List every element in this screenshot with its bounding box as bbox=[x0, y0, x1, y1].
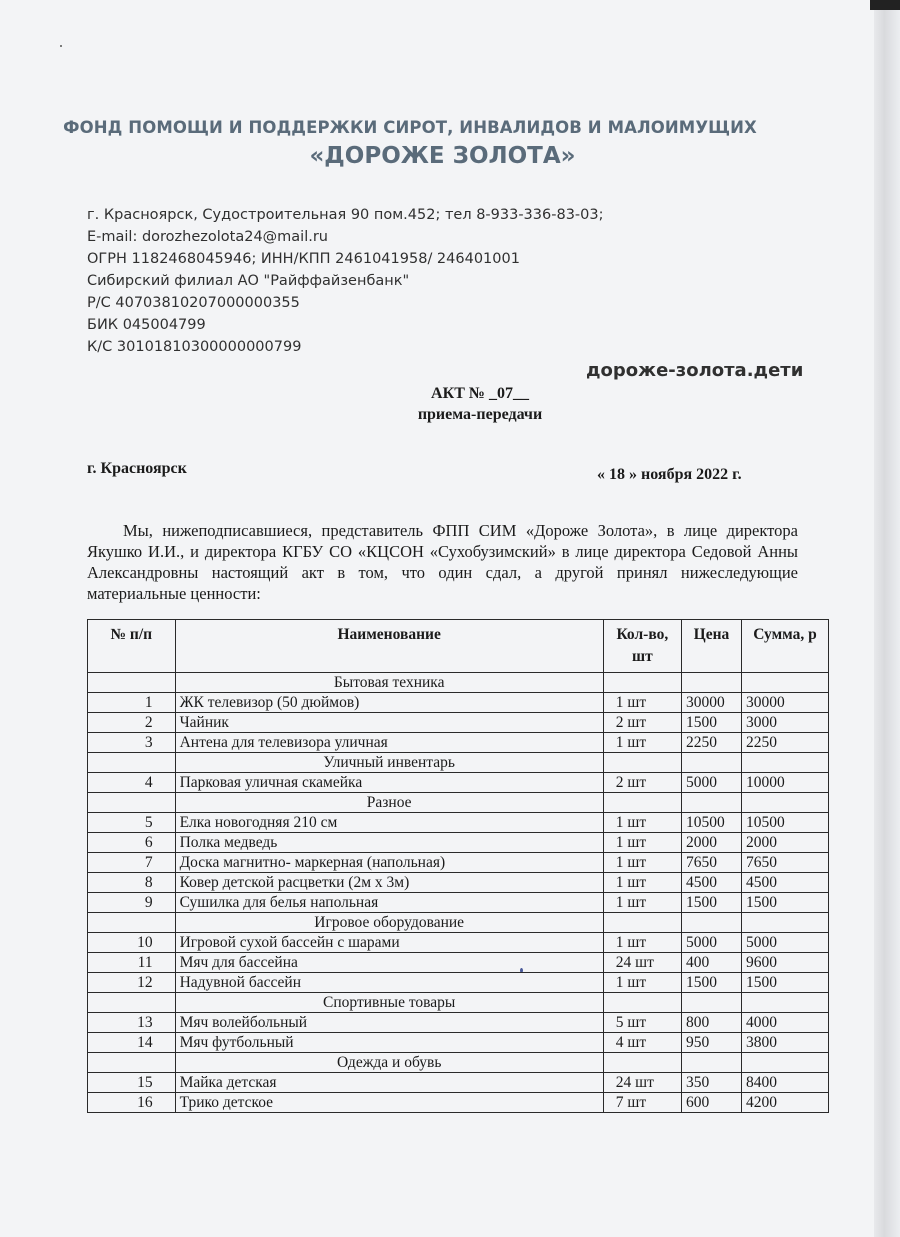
cell-price: 800 bbox=[681, 1013, 741, 1033]
table-row bbox=[88, 1033, 829, 1053]
table-category-row bbox=[88, 913, 829, 933]
cell-qty: 1 шт bbox=[603, 693, 681, 713]
cell-num: 12 bbox=[88, 973, 176, 993]
cell-price bbox=[681, 673, 741, 693]
header-qty: Кол-во, шт bbox=[603, 620, 681, 673]
cell-sum bbox=[742, 793, 829, 813]
cell-qty: 1 шт bbox=[603, 833, 681, 853]
cell-num: 2 bbox=[88, 713, 176, 733]
category-title: Разное bbox=[175, 793, 603, 813]
cell-sum: 4500 bbox=[742, 873, 829, 893]
requisite-line: БИК 045004799 bbox=[87, 317, 206, 333]
requisite-line: К/С 30101810300000000799 bbox=[87, 339, 302, 355]
cell-sum bbox=[742, 753, 829, 773]
cell-name: Мяч для бассейна bbox=[175, 953, 603, 973]
cell-sum: 30000 bbox=[742, 693, 829, 713]
cell-num: 3 bbox=[88, 733, 176, 753]
scan-speck bbox=[60, 45, 62, 47]
table-row bbox=[88, 833, 829, 853]
cell-num: 10 bbox=[88, 933, 176, 953]
requisite-line: г. Красноярск, Судостроительная 90 пом.452; тел 8-933-336-83-03; bbox=[87, 207, 604, 223]
cell-name: ЖК телевизор (50 дюймов) bbox=[175, 693, 603, 713]
cell-sum: 2250 bbox=[742, 733, 829, 753]
cell-qty: 1 шт bbox=[603, 973, 681, 993]
cell-price: 30000 bbox=[681, 693, 741, 713]
requisite-line: E-mail: dorozhezolota24@mail.ru bbox=[87, 229, 328, 245]
cell-qty: 1 шт bbox=[603, 893, 681, 913]
cell-sum bbox=[742, 913, 829, 933]
header-sum: Сумма, р bbox=[742, 620, 829, 673]
cell-num: 1 bbox=[88, 693, 176, 713]
cell-num bbox=[88, 673, 176, 693]
cell-num: 8 bbox=[88, 873, 176, 893]
cell-price: 1500 bbox=[681, 973, 741, 993]
cell-price bbox=[681, 913, 741, 933]
website: дороже-золота.дети bbox=[586, 360, 804, 381]
cell-price: 5000 bbox=[681, 773, 741, 793]
cell-name: Трико детское bbox=[175, 1093, 603, 1113]
cell-num: 13 bbox=[88, 1013, 176, 1033]
cell-num: 7 bbox=[88, 853, 176, 873]
scan-edge bbox=[874, 0, 900, 1237]
table-row bbox=[88, 953, 829, 973]
cell-sum: 8400 bbox=[742, 1073, 829, 1093]
cell-sum: 4000 bbox=[742, 1013, 829, 1033]
cell-num bbox=[88, 913, 176, 933]
header-name: Наименование bbox=[175, 620, 603, 673]
act-subtitle: приема-передачи bbox=[417, 406, 543, 423]
table-category-row bbox=[88, 1053, 829, 1073]
table-category-row bbox=[88, 753, 829, 773]
act-date: « 18 » ноября 2022 г. bbox=[597, 466, 742, 483]
cell-num bbox=[88, 1053, 176, 1073]
table-row bbox=[88, 1073, 829, 1093]
requisite-line: ОГРН 1182468045946; ИНН/КПП 2461041958/ 246401001 bbox=[87, 251, 520, 267]
cell-qty: 2 шт bbox=[603, 713, 681, 733]
requisite-line: Р/С 40703810207000000355 bbox=[87, 295, 300, 311]
cell-name: Сушилка для белья напольная bbox=[175, 893, 603, 913]
cell-name: Ковер детской расцветки (2м х 3м) bbox=[175, 873, 603, 893]
cell-name: Чайник bbox=[175, 713, 603, 733]
requisite-line: Сибирский филиал АО "Райффайзенбанк" bbox=[87, 273, 410, 289]
cell-sum: 7650 bbox=[742, 853, 829, 873]
table-row bbox=[88, 813, 829, 833]
cell-num bbox=[88, 793, 176, 813]
cell-qty: 5 шт bbox=[603, 1013, 681, 1033]
table-row bbox=[88, 973, 829, 993]
cell-price: 350 bbox=[681, 1073, 741, 1093]
cell-qty bbox=[603, 753, 681, 773]
header-price: Цена bbox=[681, 620, 741, 673]
cell-price bbox=[681, 993, 741, 1013]
table-row bbox=[88, 873, 829, 893]
cell-qty: 24 шт bbox=[603, 953, 681, 973]
cell-sum bbox=[742, 993, 829, 1013]
cell-sum: 1500 bbox=[742, 973, 829, 993]
cell-sum bbox=[742, 673, 829, 693]
cell-qty bbox=[603, 913, 681, 933]
cell-qty: 7 шт bbox=[603, 1093, 681, 1113]
table-row bbox=[88, 853, 829, 873]
cell-qty: 1 шт bbox=[603, 733, 681, 753]
cell-qty: 1 шт bbox=[603, 853, 681, 873]
cell-price: 2250 bbox=[681, 733, 741, 753]
cell-price: 4500 bbox=[681, 873, 741, 893]
table-row bbox=[88, 773, 829, 793]
cell-sum: 1500 bbox=[742, 893, 829, 913]
cell-name: Елка новогодняя 210 см bbox=[175, 813, 603, 833]
cell-sum: 3000 bbox=[742, 713, 829, 733]
cell-qty: 24 шт bbox=[603, 1073, 681, 1093]
cell-qty bbox=[603, 673, 681, 693]
cell-num bbox=[88, 993, 176, 1013]
cell-num: 5 bbox=[88, 813, 176, 833]
cell-qty bbox=[603, 1053, 681, 1073]
category-title: Спортивные товары bbox=[175, 993, 603, 1013]
cell-qty: 2 шт bbox=[603, 773, 681, 793]
act-title: АКТ № _07__ bbox=[431, 385, 529, 402]
cell-price: 1500 bbox=[681, 713, 741, 733]
category-title: Уличный инвентарь bbox=[175, 753, 603, 773]
table-row bbox=[88, 893, 829, 913]
cell-num: 15 bbox=[88, 1073, 176, 1093]
table-row bbox=[88, 933, 829, 953]
cell-num: 6 bbox=[88, 833, 176, 853]
cell-sum: 10500 bbox=[742, 813, 829, 833]
cell-sum: 4200 bbox=[742, 1093, 829, 1113]
cell-name: Антена для телевизора уличная bbox=[175, 733, 603, 753]
cell-sum: 10000 bbox=[742, 773, 829, 793]
cell-sum: 9600 bbox=[742, 953, 829, 973]
org-requisites bbox=[87, 204, 604, 358]
org-name: «ДОРОЖЕ ЗОЛОТА» bbox=[309, 143, 576, 169]
cell-name: Майка детская bbox=[175, 1073, 603, 1093]
cell-price bbox=[681, 753, 741, 773]
act-city: г. Красноярск bbox=[87, 460, 187, 477]
cell-price bbox=[681, 1053, 741, 1073]
cell-price: 10500 bbox=[681, 813, 741, 833]
intro-paragraph: Мы, нижеподписавшиеся, представитель ФПП СИМ «Дороже Золота», в лице директора Якушко И.И., и директора КГБУ СО «КЦСОН «Сухобузимский» в лице директора Седовой Анны Александровны настоящий акт в том, что один сдал, а другой принял нижеследующие материальные ценности: bbox=[87, 521, 798, 603]
cell-sum: 3800 bbox=[742, 1033, 829, 1053]
table-body bbox=[88, 673, 829, 1113]
cell-qty bbox=[603, 793, 681, 813]
org-heading: ФОНД ПОМОЩИ И ПОДДЕРЖКИ СИРОТ, ИНВАЛИДОВ И МАЛОИМУЩИХ bbox=[63, 118, 757, 137]
cell-price: 400 bbox=[681, 953, 741, 973]
category-title: Бытовая техника bbox=[175, 673, 603, 693]
header-num: № п/п bbox=[88, 620, 176, 673]
cell-num: 11 bbox=[88, 953, 176, 973]
cell-price: 1500 bbox=[681, 893, 741, 913]
cell-name: Парковая уличная скамейка bbox=[175, 773, 603, 793]
cell-sum: 5000 bbox=[742, 933, 829, 953]
table-row bbox=[88, 713, 829, 733]
cell-price: 7650 bbox=[681, 853, 741, 873]
cell-sum bbox=[742, 1053, 829, 1073]
cell-num: 9 bbox=[88, 893, 176, 913]
cell-num: 16 bbox=[88, 1093, 176, 1113]
table-row bbox=[88, 693, 829, 713]
cell-qty: 1 шт bbox=[603, 813, 681, 833]
cell-price: 5000 bbox=[681, 933, 741, 953]
cell-name: Доска магнитно- маркерная (напольная) bbox=[175, 853, 603, 873]
cell-qty bbox=[603, 993, 681, 1013]
cell-name: Мяч волейбольный bbox=[175, 1013, 603, 1033]
table-row bbox=[88, 1093, 829, 1113]
cell-price: 2000 bbox=[681, 833, 741, 853]
table-row bbox=[88, 733, 829, 753]
cell-name: Полка медведь bbox=[175, 833, 603, 853]
cell-price: 950 bbox=[681, 1033, 741, 1053]
cell-num: 14 bbox=[88, 1033, 176, 1053]
items-table bbox=[87, 619, 829, 1113]
category-title: Одежда и обувь bbox=[175, 1053, 603, 1073]
table-category-row bbox=[88, 793, 829, 813]
cell-num: 4 bbox=[88, 773, 176, 793]
cell-qty: 1 шт bbox=[603, 873, 681, 893]
cell-name: Игровой сухой бассейн с шарами bbox=[175, 933, 603, 953]
cell-sum: 2000 bbox=[742, 833, 829, 853]
cell-num bbox=[88, 753, 176, 773]
table-row bbox=[88, 1013, 829, 1033]
cell-qty: 4 шт bbox=[603, 1033, 681, 1053]
scan-corner bbox=[870, 0, 900, 10]
cell-name: Мяч футбольный bbox=[175, 1033, 603, 1053]
table-category-row bbox=[88, 673, 829, 693]
cell-qty: 1 шт bbox=[603, 933, 681, 953]
table-header-row bbox=[88, 620, 829, 673]
cell-price bbox=[681, 793, 741, 813]
cell-price: 600 bbox=[681, 1093, 741, 1113]
cell-name: Надувной бассейн bbox=[175, 973, 603, 993]
category-title: Игровое оборудование bbox=[175, 913, 603, 933]
table-category-row bbox=[88, 993, 829, 1013]
